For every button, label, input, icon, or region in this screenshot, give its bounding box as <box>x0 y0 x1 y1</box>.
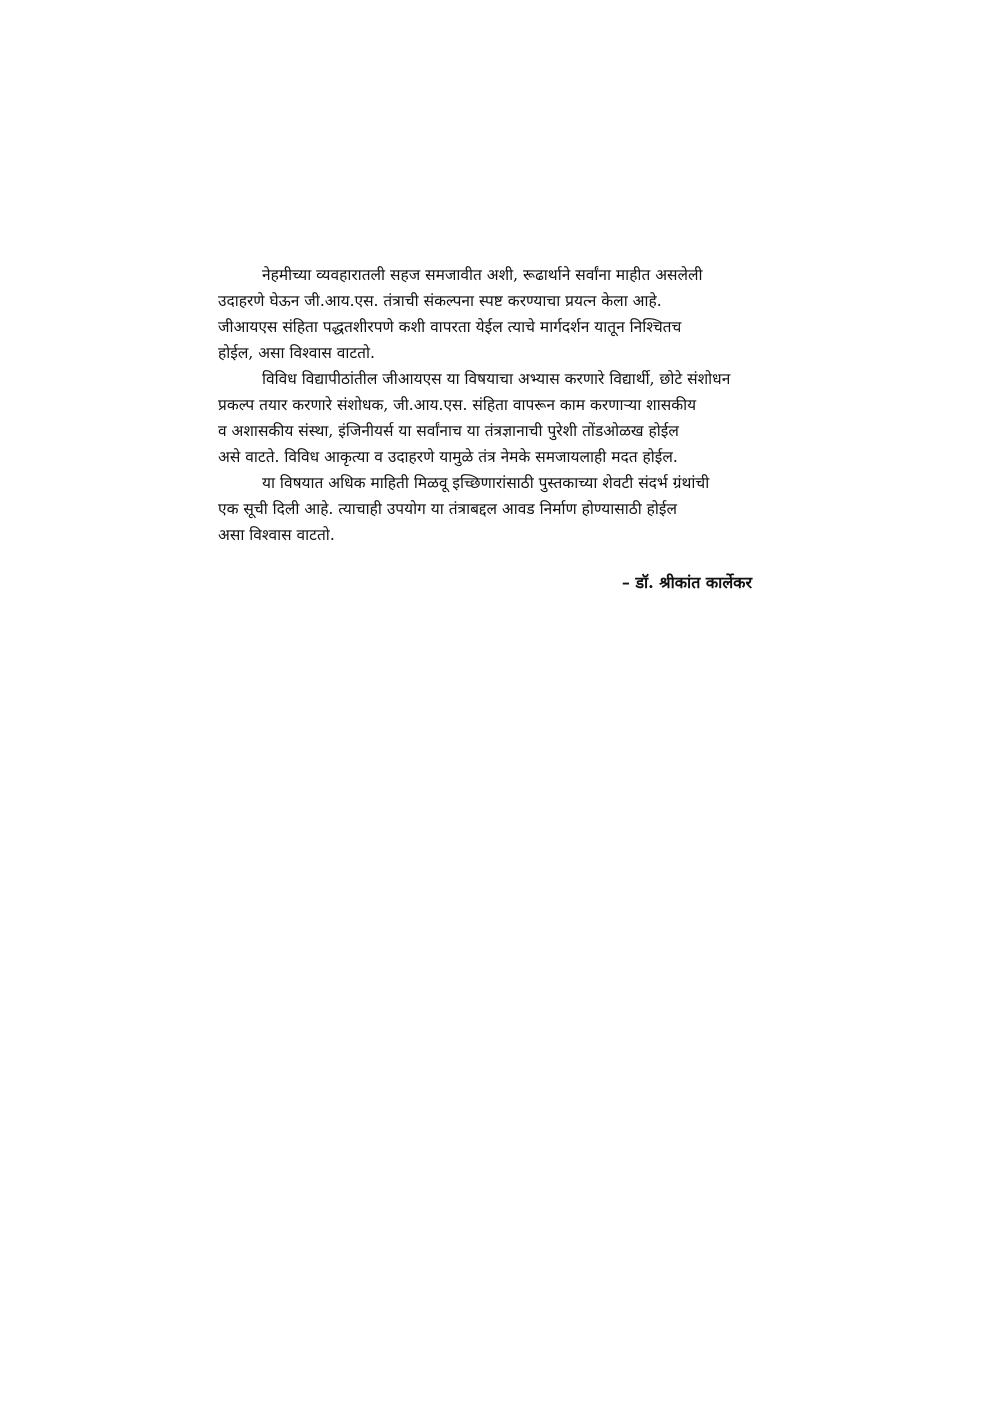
paragraph-line: व अशासकीय संस्था, इंजिनीयर्स या सर्वांनाच या तंत्रज्ञानाची पुरेशी तोंडओळख होईल <box>218 422 679 440</box>
author-signature: – डॉ. श्रीकांत कार्लेकर <box>621 573 752 592</box>
paragraph-line: एक सूची दिली आहे. त्याचाही उपयोग या तंत्राबद्दल आवड निर्माण होण्यासाठी होईल <box>218 500 678 518</box>
paragraph-line: प्रकल्प तयार करणारे संशोधक, जी.आय.एस. संहिता वापरून काम करणाऱ्या शासकीय <box>218 396 697 414</box>
paragraph-line: असा विश्वास वाटतो. <box>218 526 335 544</box>
paragraph-line: नेहमीच्या व्यवहारातली सहज समजावीत अशी, रूढार्थाने सर्वांना माहीत असलेली <box>262 266 703 284</box>
paragraph-line: या विषयात अधिक माहिती मिळवू इच्छिणारांसाठी पुस्तकाच्या शेवटी संदर्भ ग्रंथांची <box>262 474 710 492</box>
document-body <box>218 262 752 596</box>
paragraph-3 <box>218 470 752 548</box>
paragraph-line: असे वाटते. विविध आकृत्या व उदाहरणे यामुळे तंत्र नेमके समजायलाही मदत होईल. <box>218 448 678 466</box>
paragraph-line: उदाहरणे घेऊन जी.आय.एस. तंत्राची संकल्पना स्पष्ट करण्याचा प्रयत्न केला आहे. <box>218 292 662 310</box>
paragraph-1 <box>218 262 752 366</box>
paragraph-line: विविध विद्यापीठांतील जीआयएस या विषयाचा अभ्यास करणारे विद्यार्थी, छोटे संशोधन <box>262 370 731 388</box>
paragraph-2 <box>218 366 752 470</box>
paragraph-line: जीआयएस संहिता पद्धतशीरपणे कशी वापरता येईल त्याचे मार्गदर्शन यातून निश्चितच <box>218 318 682 336</box>
paragraph-line: होईल, असा विश्वास वाटतो. <box>218 344 375 362</box>
